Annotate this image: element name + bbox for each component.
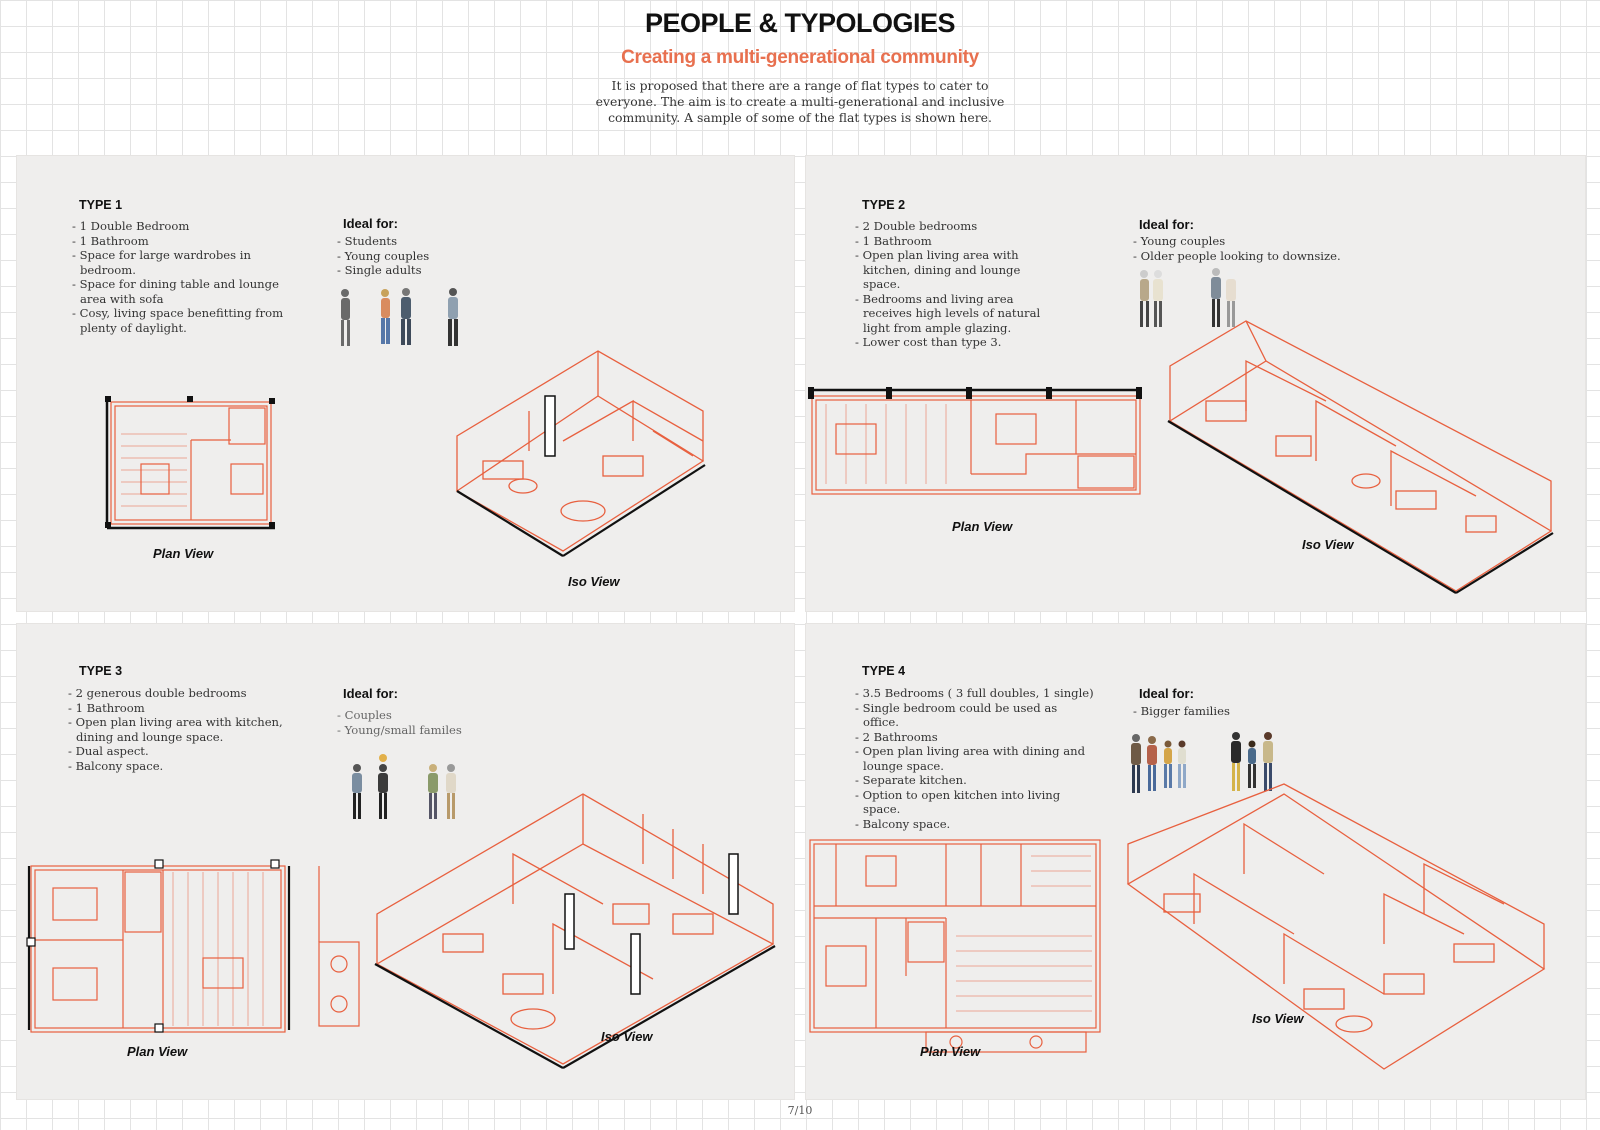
feature-item: - Cosy, living space benefitting from plenty of daylight. <box>72 306 284 335</box>
ideal-item: - Young couples <box>1133 234 1226 248</box>
type-1-panel <box>16 155 795 612</box>
feature-item: - Option to open kitchen into living space. <box>855 787 1061 816</box>
feature-item: - Open plan living area with kitchen, dining and lounge space. <box>855 248 1021 291</box>
page-number: 7/10 <box>787 1104 813 1117</box>
type-2-ideal-list <box>1133 234 1363 263</box>
type-1-iso-caption: Iso View <box>568 574 620 589</box>
type-4-iso-caption: Iso View <box>1252 1011 1304 1026</box>
page-title: PEOPLE & TYPOLOGIES <box>644 8 956 38</box>
feature-item: - Space for dining table and lounge area with sofa <box>72 277 279 306</box>
type-2-plan-drawing <box>806 384 1146 504</box>
type-4-plan-drawing <box>806 836 1106 1056</box>
feature-item: - Dual aspect. <box>68 744 149 758</box>
type-3-iso-caption: Iso View <box>601 1029 653 1044</box>
type-1-iso-drawing <box>453 351 733 561</box>
type-3-panel <box>16 623 795 1100</box>
type-1-ideal-list <box>337 234 537 278</box>
type-2-iso-drawing <box>1166 321 1556 596</box>
type-1-ideal-title: Ideal for: <box>343 216 398 231</box>
ideal-item: - Couples <box>337 708 392 722</box>
type-4-plan-caption: Plan View <box>920 1044 981 1059</box>
ideal-item: - Older people looking to downsize. <box>1133 248 1341 263</box>
ideal-item: - Bigger families <box>1133 704 1230 718</box>
feature-item: - 1 Double Bedroom <box>72 219 190 233</box>
type-1-title: TYPE 1 <box>79 198 123 212</box>
feature-item: - Balcony space. <box>855 816 951 831</box>
ideal-item: - Young/small familes <box>337 722 462 737</box>
type-3-title: TYPE 3 <box>79 664 123 678</box>
feature-item: - Lower cost than type 3. <box>855 335 1002 349</box>
type-2-title: TYPE 2 <box>862 198 906 212</box>
feature-item: - 3.5 Bedrooms ( 3 full doubles, 1 single) <box>855 686 1094 700</box>
type-3-ideal-list <box>337 708 537 737</box>
ideal-item: - Young couples <box>337 248 430 263</box>
feature-item: - Space for large wardrobes in bedroom. <box>72 248 251 277</box>
feature-item: - 2 Bathrooms <box>855 729 938 744</box>
type-2-features <box>855 219 1045 350</box>
feature-item: - 1 Bathroom <box>68 700 145 715</box>
type-3-ideal-title: Ideal for: <box>343 686 398 701</box>
type-1-plan-caption: Plan View <box>153 546 214 561</box>
page-header <box>0 8 1600 126</box>
type-2-iso-caption: Iso View <box>1302 537 1354 552</box>
page-subtitle: Creating a multi-generational community <box>621 47 979 68</box>
feature-item: - 2 generous double bedrooms <box>68 686 247 700</box>
feature-item: - Bedrooms and living area receives high levels of natural light from ample glazing. <box>855 291 1041 335</box>
type-3-plan-drawing <box>23 858 373 1048</box>
feature-item: - Balcony space. <box>68 758 164 773</box>
type-2-plan-caption: Plan View <box>952 519 1013 534</box>
type-3-iso-drawing <box>373 794 793 1074</box>
people-figures-image <box>335 284 475 352</box>
feature-item: - 1 Bathroom <box>855 233 932 248</box>
type-1-plan-drawing <box>101 394 281 534</box>
feature-item: - 1 Bathroom <box>72 233 149 248</box>
feature-item: - Separate kitchen. <box>855 773 967 787</box>
ideal-item: - Students <box>337 234 398 248</box>
feature-item: - 2 Double bedrooms <box>855 219 978 233</box>
type-2-panel <box>805 155 1586 612</box>
type-4-title: TYPE 4 <box>862 664 906 678</box>
feature-item: - Open plan living area with kitchen, dining and lounge space. <box>68 715 283 744</box>
type-3-plan-caption: Plan View <box>127 1044 188 1059</box>
type-1-features <box>72 219 287 335</box>
type-4-features <box>855 686 1095 831</box>
type-4-ideal-title: Ideal for: <box>1139 686 1194 701</box>
type-4-iso-drawing <box>1124 784 1554 1074</box>
type-4-ideal-list <box>1133 704 1333 719</box>
intro-paragraph: It is proposed that there are a range of flat types to cater to everyone. The aim is to create a multi-generational and inclusive community. A sample of some of the flat types is shown here. <box>595 78 1005 125</box>
feature-item: - Single bedroom could be used as office. <box>855 700 1058 729</box>
type-3-features <box>68 686 283 773</box>
type-4-panel <box>805 623 1586 1100</box>
type-2-ideal-title: Ideal for: <box>1139 217 1194 232</box>
ideal-item: - Single adults <box>337 263 422 277</box>
feature-item: - Open plan living area with dining and lounge space. <box>855 744 1086 773</box>
